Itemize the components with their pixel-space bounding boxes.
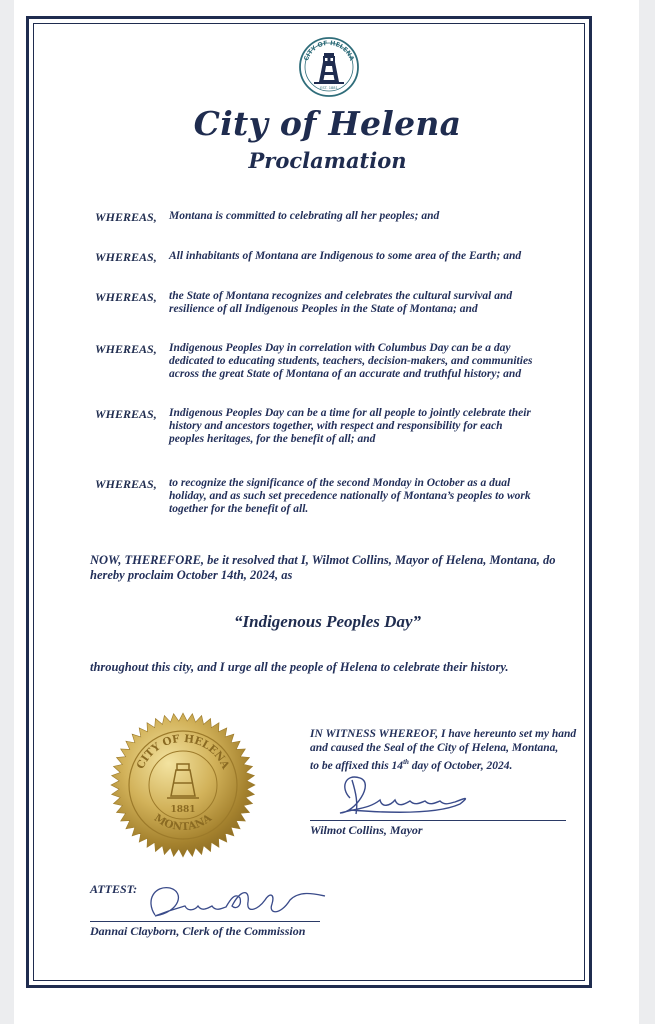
fire-tower-icon	[314, 53, 344, 84]
seal-bottom-text: MONTANA	[151, 811, 215, 834]
clause-line: peoples heritages, for the benefit of all; and	[169, 433, 376, 445]
clerk-name: Dannai Clayborn, Clerk of the Commission	[90, 924, 306, 938]
whereas-label: WHEREAS,	[95, 250, 157, 264]
closing-statement: throughout this city, and I urge all the people of Helena to celebrate their history.	[90, 660, 509, 674]
whereas-clause	[169, 250, 544, 263]
clause-line: the State of Montana recognizes and celebrates the cultural survival and	[169, 290, 513, 302]
clause-line: together for the benefit of all.	[169, 503, 309, 515]
clause-line: dedicated to educating students, teachers, decision-makers, and communities	[169, 355, 533, 367]
resolution-line: hereby proclaim October 14th, 2024, as	[90, 568, 293, 582]
witness-line-text: to be affixed this 14	[310, 759, 404, 772]
clause-line: resilience of all Indigenous Peoples in the State of Montana; and	[169, 303, 478, 315]
clause-line: Indigenous Peoples Day in correlation with Columbus Day can be a day	[169, 342, 511, 354]
logo-est-text: EST. 1881	[320, 86, 338, 90]
clause-line: All inhabitants of Montana are Indigenous to some area of the Earth; and	[169, 250, 522, 262]
resolution-paragraph	[90, 553, 560, 583]
clause-line: Indigenous Peoples Day can be a time for all people to jointly celebrate their	[169, 407, 531, 419]
whereas-clause	[169, 342, 544, 381]
witness-date-suffix: th	[403, 758, 409, 766]
witness-line-text: day of October, 2024.	[408, 759, 513, 772]
city-of-helena-logo	[298, 36, 360, 98]
gold-city-seal	[110, 712, 256, 858]
clause-line: across the great State of Montana of an accurate and truthful history; and	[169, 368, 522, 380]
seal-top-text: CITY OF HELENA	[134, 732, 232, 771]
whereas-label: WHEREAS,	[95, 407, 157, 421]
clause-line: holiday, and as such set precedence nationally of Montana’s peoples to work	[169, 490, 531, 502]
logo-ring-text: CITY OF HELENA	[303, 39, 355, 62]
seal-year: 1881	[170, 805, 196, 815]
clause-line: history and ancestors together, with respect and responsibility for each	[169, 420, 503, 432]
whereas-label: WHEREAS,	[95, 477, 157, 491]
document-subtitle: Proclamation	[248, 148, 407, 173]
whereas-label: WHEREAS,	[95, 290, 157, 304]
resolution-line: NOW, THEREFORE, be it resolved that I, Wilmot Collins, Mayor of Helena, Montana, do	[90, 553, 556, 567]
document-title: City of Helena	[193, 104, 462, 143]
proclaimed-day-name: “Indigenous Peoples Day”	[234, 612, 421, 631]
whereas-clause	[169, 407, 544, 446]
whereas-clause	[169, 210, 544, 223]
witness-statement	[310, 727, 580, 773]
whereas-label: WHEREAS,	[95, 342, 157, 356]
clerk-signature-line	[90, 921, 320, 922]
witness-line: and caused the Seal of the City of Helena, Montana,	[310, 742, 559, 754]
whereas-label: WHEREAS,	[95, 210, 157, 224]
whereas-clause	[169, 477, 544, 516]
mayor-name: Wilmot Collins, Mayor	[310, 823, 423, 837]
witness-line: IN WITNESS WHEREOF, I have hereunto set my hand	[310, 728, 577, 740]
clause-line: to recognize the significance of the second Monday in October as a dual	[169, 477, 511, 489]
attest-label: ATTEST:	[90, 882, 138, 896]
mayor-signature	[320, 768, 520, 828]
clause-line: Montana is committed to celebrating all her peoples; and	[169, 210, 440, 222]
whereas-clause	[169, 290, 544, 316]
mayor-signature-line	[310, 820, 566, 821]
